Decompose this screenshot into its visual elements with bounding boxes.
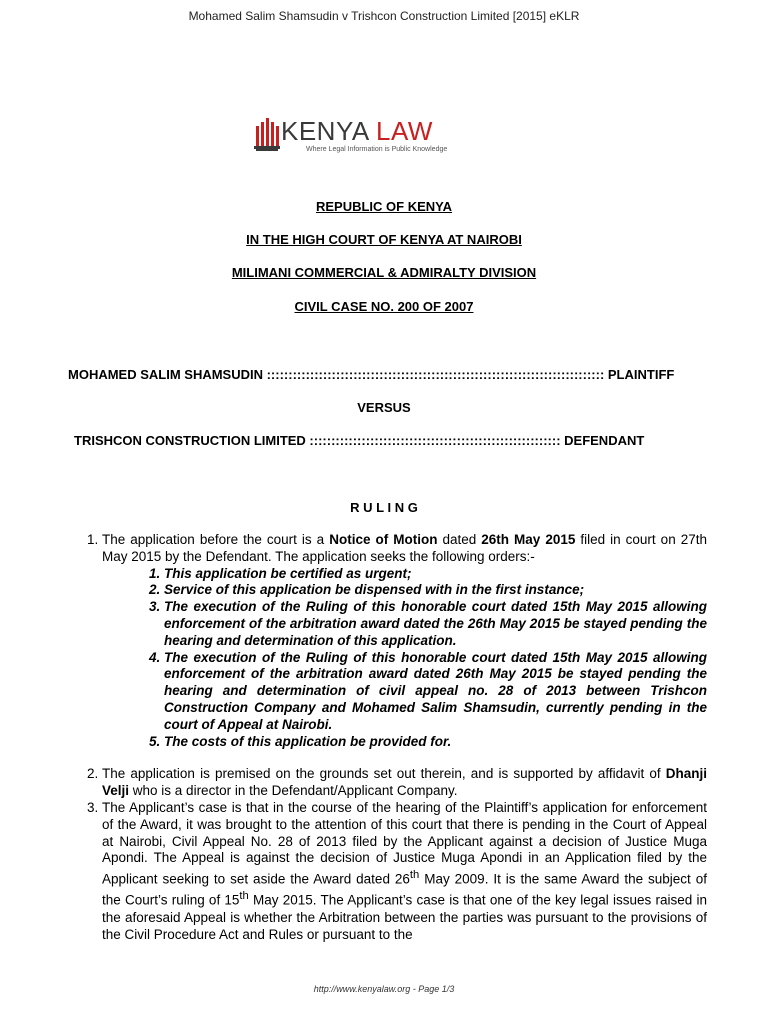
order-item: 3. The execution of the Ruling of this honorable court dated 15th May 2015 allowing enforcement of the arbitration award dated the 26th May 2015 be stayed pending the hearing and determination of this application. [164,599,707,649]
defendant-line: TRISHCON CONSTRUCTION LIMITED :::::::::::::::::::::::::::::::::::::::::::::::::::::::::: DEFENDANT [74,433,645,448]
p3-sup-1: th [409,869,420,882]
page-header: Mohamed Salim Shamsudin v Trishcon Construction Limited [2015] eKLR [188,9,580,23]
logo-brand-kenya: KENYA [281,116,369,146]
p2-text-c: who is a director in the Defendant/Applicant Company. [129,783,458,799]
ruling-body [87,532,707,943]
p3-text-a: The Applicant’s case is that in the course of the hearing of the Plaintiff’s application for enforcement of the Award, it was brought to the attention of this court that there is pending in the Court of Appeal at Nairobi, Civil Appeal No. 28 of 2013 filed by the Applicant against a decision of Justice Muga Apondi. The Appeal is against the decision of Justice Muga Apondi in an Application filed by the Applicant seeking to set aside the Award dated 26 [102,799,707,887]
orders-list [102,566,707,751]
ruling-paragraphs [87,532,707,943]
order-item: 2. Service of this application be dispensed with in the first instance; [164,582,707,599]
paragraph-3 [102,800,707,943]
kenya-law-logo [254,116,464,156]
p1-notice-of-motion: Notice of Motion [329,532,438,547]
p2-affiant: Dhanji Velji [102,766,707,799]
plaintiff-line: MOHAMED SALIM SHAMSUDIN :::::::::::::::::::::::::::::::::::::::::::::::::::::::::::::::::::::::::::::: PLAINTIFF [68,367,675,382]
p3-text-c: May 2015. The Applicant’s case is that one of the key legal issues raised in the aforesaid Appeal is whether the Arbitration between the parties was pursuant to the provisions of the Civil Procedure Act and Rules or pursuant to the [102,892,707,942]
p1-date: 26th May 2015 [481,532,576,547]
paragraph-1 [102,532,707,766]
versus-line: VERSUS [357,400,411,415]
heading-division: MILIMANI COMMERCIAL & ADMIRALTY DIVISION [231,265,537,280]
p1-text-e: filed in court on 27th May 2015 by the Defendant. The application seeks the following orders:- [102,532,707,564]
pillars-icon [254,116,280,152]
order-item: 1. This application be certified as urgent; [164,566,707,583]
p2-text-a: The application is premised on the grounds set out therein, and is supported by affidavit of [102,766,666,782]
p1-text-c: dated [437,532,482,547]
logo-brand-law: LAW [376,116,433,146]
heading-case-no: CIVIL CASE NO. 200 OF 2007 [294,299,474,314]
ruling-title: R U L I N G [350,500,418,515]
p3-text-b: May 2009. It is the same Award the subject of the Court’s ruling of 15 [102,871,707,908]
heading-court: IN THE HIGH COURT OF KENYA AT NAIROBI [246,232,522,247]
logo-tagline: Where Legal Information is Public Knowledge [306,146,448,153]
paragraph-2 [102,766,707,800]
order-item: 5. The costs of this application be provided for. [164,734,707,751]
p1-text-a: The application before the court is a [102,532,330,547]
heading-republic: REPUBLIC OF KENYA [315,199,453,214]
p3-sup-2: th [239,890,249,903]
order-item: 4. The execution of the Ruling of this honorable court dated 15th May 2015 allowing enforcement of the arbitration award dated 26th May 2015 be stayed pending the hearing and determination of civil appeal no. 28 of 2013 between Trishcon Construction Company and Mohamed Salim Shamsudin, currently pending in the court of Appeal at Nairobi. [164,650,707,734]
page-footer: http://www.kenyalaw.org - Page 1/3 [313,984,455,994]
